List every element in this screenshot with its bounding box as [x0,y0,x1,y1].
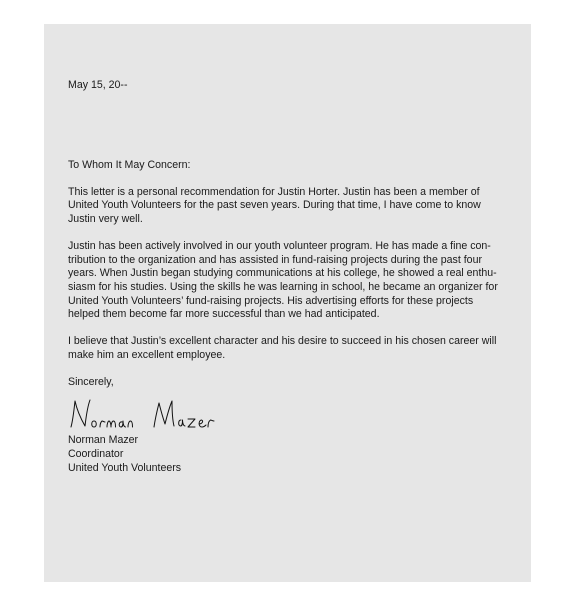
letter-paragraph-2 [68,240,508,322]
paragraph-line: Justin has been actively involved in our youth volunteer program. He has made a fine con- [68,239,491,252]
signer-block [68,434,531,475]
signer-title: Coordinator [68,447,124,460]
signer-name: Norman Mazer [68,434,139,447]
letter-page [44,24,531,582]
letter-date: May 15, 20-- [68,79,128,91]
handwritten-signature [68,396,228,432]
paragraph-line: United Youth Volunteers for the past seven years. During that time, I have come to know [68,199,481,212]
paragraph-line: years. When Justin began studying communications at his college, he showed a real enthu- [68,267,497,280]
paragraph-line: tribution to the organization and has assisted in fund-raising projects during the past four [68,253,482,266]
paragraph-line: Justin very well. [68,213,143,226]
paragraph-line: siasm for his studies. Using the skills he was learning in school, he became an organizer for [68,280,498,293]
paragraph-line: helped them become far more successful than we had anticipated. [68,308,380,321]
letter-paragraph-1 [68,186,508,227]
letter-closing: Sincerely, [68,376,114,389]
signer-organization: United Youth Volunteers [68,461,182,474]
paragraph-line: This letter is a personal recommendation for Justin Horter. Justin has been a member of [68,185,480,198]
paragraph-line: United Youth Volunteers’ fund-raising projects. His advertising efforts for these projects [68,294,474,307]
paragraph-line: make him an excellent employee. [68,348,226,361]
letter-salutation: To Whom It May Concern: [68,159,191,171]
paragraph-line: I believe that Justin’s excellent character and his desire to succeed in his chosen career will [68,335,497,348]
letter-paragraph-3 [68,335,508,362]
